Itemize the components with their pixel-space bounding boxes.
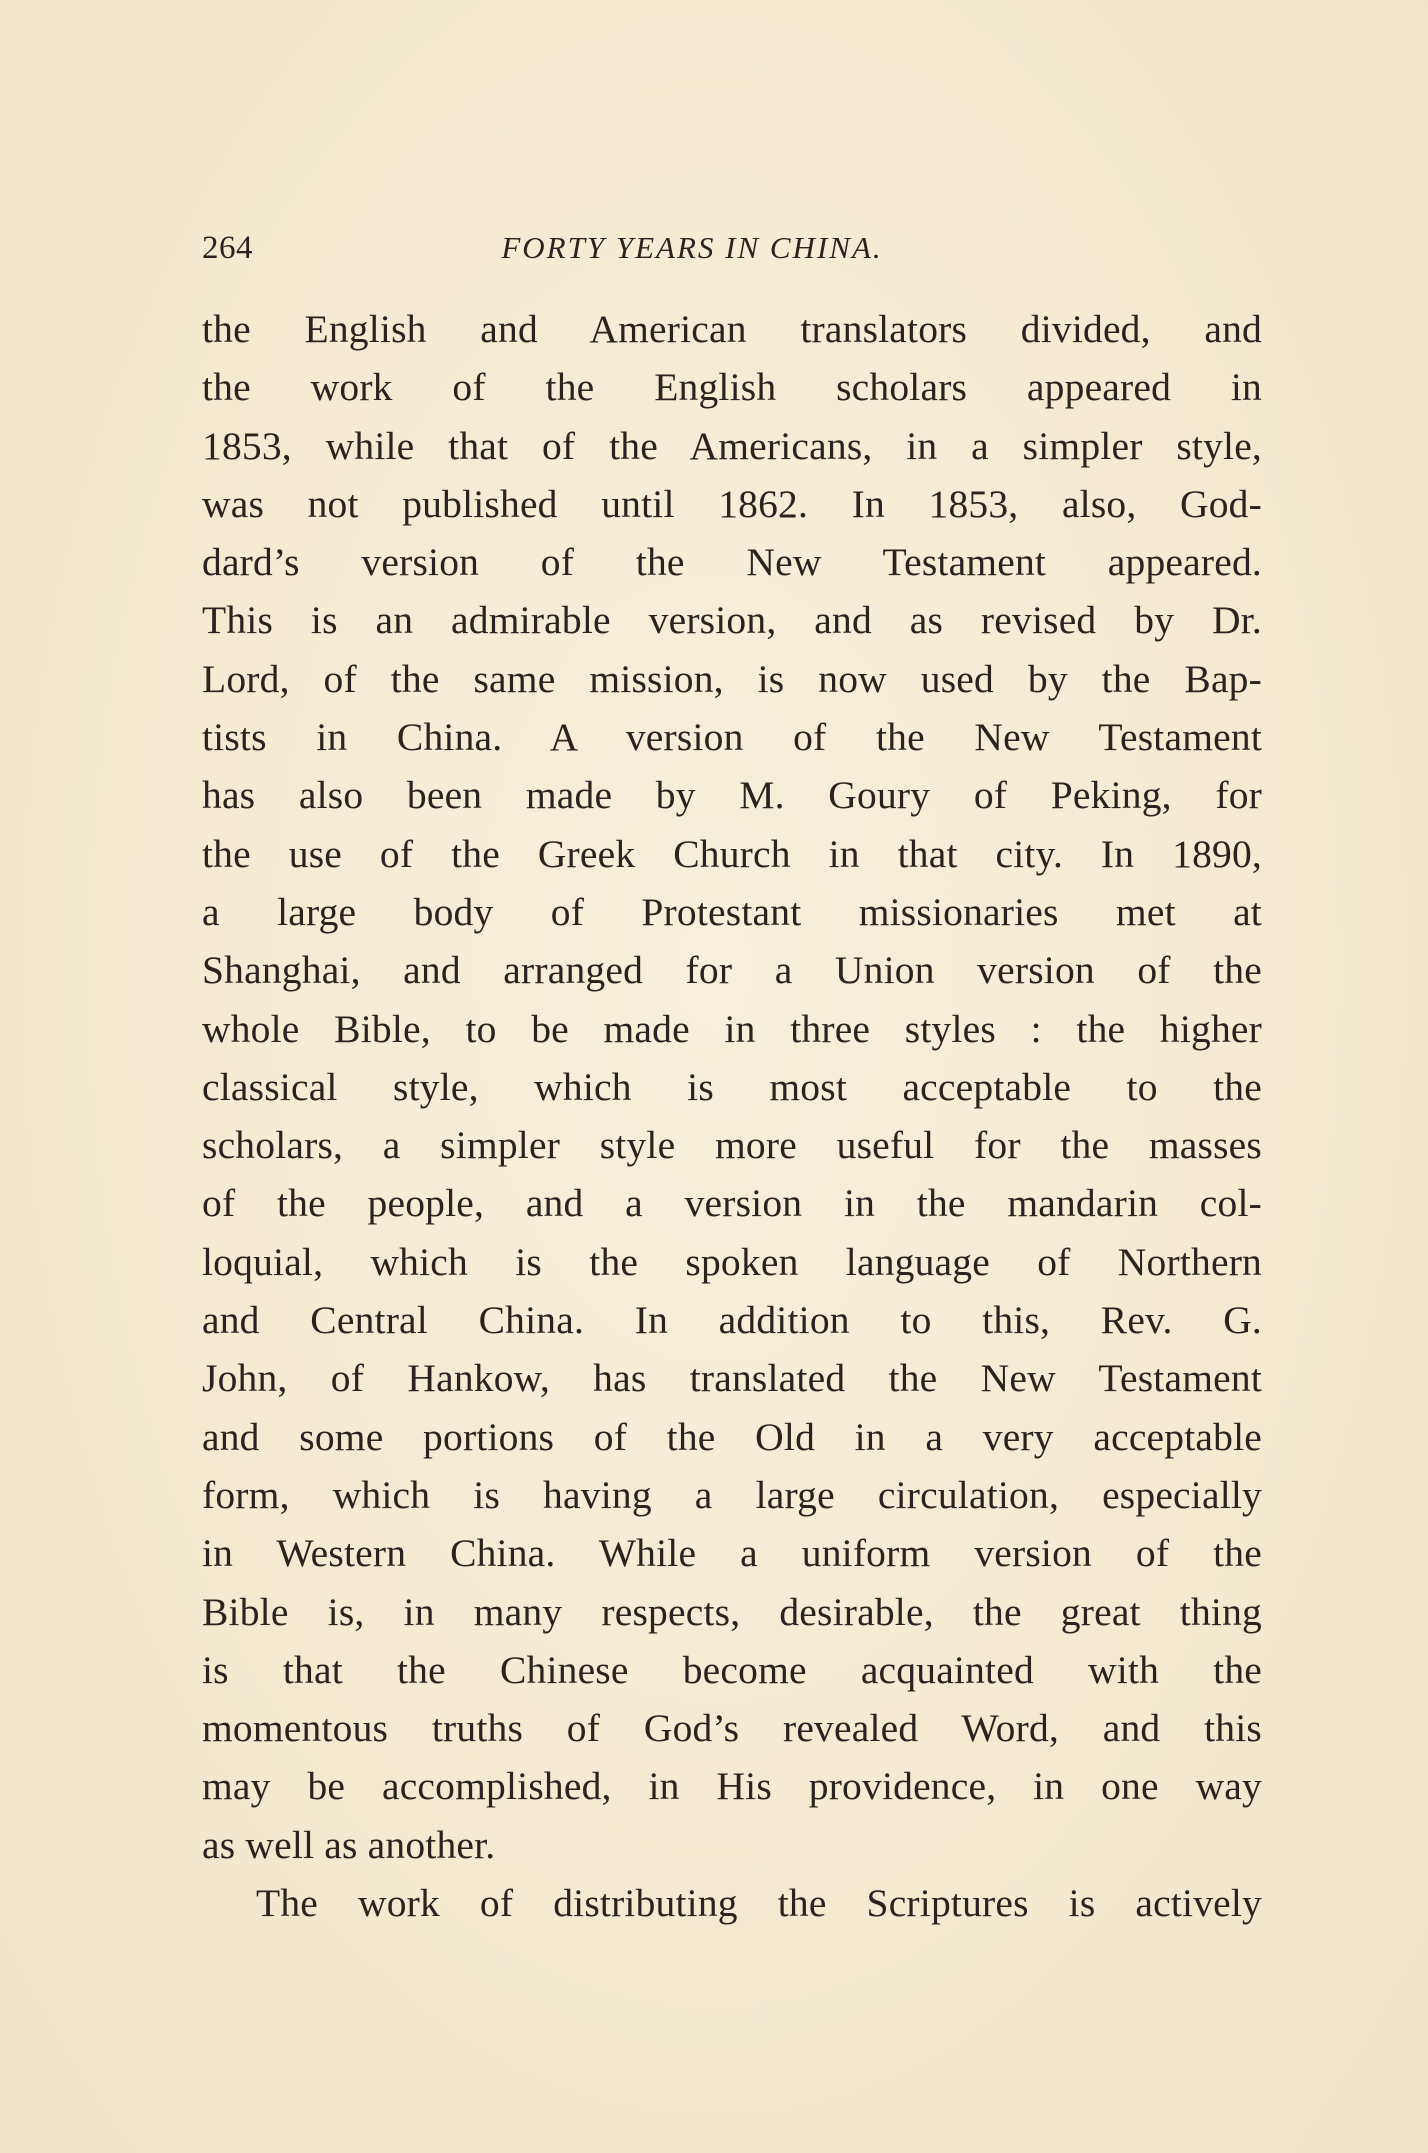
- text-line-paragraph-end: as well as another.: [202, 1822, 496, 1867]
- body-text: [202, 300, 1262, 1932]
- text-line: Shanghai, and arranged for a Union version of the: [202, 948, 1262, 993]
- text-line: Bible is, in many respects, desirable, the great thing: [202, 1589, 1262, 1634]
- text-line: This is an admirable version, and as revised by Dr.: [202, 598, 1262, 643]
- text-line: of the people, and a version in the mandarin col-: [202, 1181, 1262, 1226]
- text-line: the use of the Greek Church in that city. In 1890,: [202, 831, 1262, 876]
- text-line: the English and American translators divided, and: [202, 307, 1262, 351]
- text-line: scholars, a simpler style more useful for the masses: [202, 1123, 1262, 1168]
- text-line: tists in China. A version of the New Testament: [202, 715, 1262, 760]
- text-line: and Central China. In addition to this, Rev. G.: [202, 1298, 1262, 1343]
- text-line: form, which is having a large circulation, especially: [202, 1472, 1262, 1517]
- text-line: loquial, which is the spoken language of Northern: [202, 1239, 1262, 1284]
- page-header: [202, 230, 1262, 280]
- text-line: has also been made by M. Goury of Peking, for: [202, 773, 1262, 818]
- text-line: John, of Hankow, has translated the New Testament: [202, 1356, 1262, 1401]
- text-line: was not published until 1862. In 1853, also, God-: [202, 481, 1262, 526]
- text-line: 1853, while that of the Americans, in a simpler style,: [202, 423, 1262, 468]
- text-line: whole Bible, to be made in three styles : the higher: [202, 1006, 1262, 1051]
- text-line: classical style, which is most acceptable to the: [202, 1064, 1262, 1109]
- text-line: and some portions of the Old in a very acceptable: [202, 1414, 1262, 1459]
- running-title: FORTY YEARS IN CHINA.: [501, 230, 883, 265]
- text-line: the work of the English scholars appeared in: [202, 365, 1262, 410]
- text-line: is that the Chinese become acquainted with the: [202, 1647, 1262, 1692]
- text-line: in Western China. While a uniform version of the: [202, 1531, 1262, 1576]
- text-line: may be accomplished, in His providence, in one way: [202, 1764, 1262, 1809]
- page-number: 264: [202, 230, 253, 266]
- text-line: a large body of Protestant missionaries met at: [202, 889, 1262, 934]
- text-line: dard’s version of the New Testament appeared.: [202, 540, 1262, 585]
- text-line: Lord, of the same mission, is now used by the Bap-: [202, 656, 1262, 701]
- text-line-paragraph-start: The work of distributing the Scriptures is actively: [256, 1881, 1262, 1926]
- text-line: momentous truths of God’s revealed Word, and this: [202, 1706, 1262, 1751]
